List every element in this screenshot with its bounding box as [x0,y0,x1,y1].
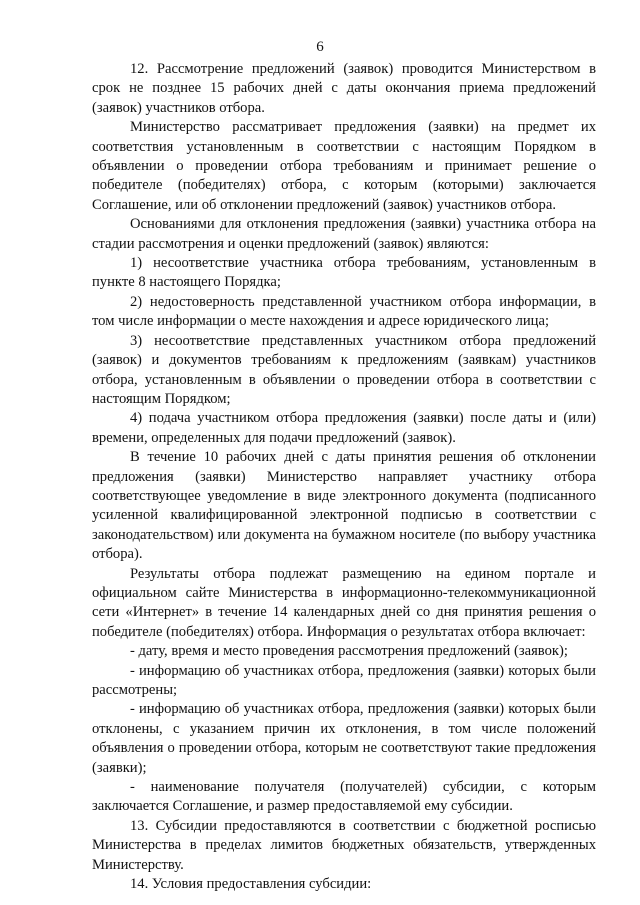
list-item-ground-4: 4) подача участником отбора предложения (заявки) после даты и (или) времени, определенных для подачи предложений (заявок). [92,410,596,446]
list-item-result-recipient: - наименование получателя (получателей) субсидии, с которым заключается Соглашение, и размер предоставляемой ему субсидии. [92,779,596,815]
paragraph-item-12: 12. Рассмотрение предложений (заявок) проводится Министерством в срок не позднее 15 рабочих дней с даты окончания приема предложений (заявок) участников отбора. [92,61,596,116]
list-item-result-reviewed: - информацию об участниках отбора, предложения (заявки) которых были рассмотрены; [92,662,596,698]
paragraph-ministry-review: Министерство рассматривает предложения (заявки) на предмет их соответствия установленным в соответствии с настоящим Порядком в объявлении о проведении отбора требованиям и принимает решение о победителе (победителях) отбора, с которым (которыми) заключается Соглашение, или об отклонении предложений (заявок) участников отбора. [92,119,596,213]
page-number: 6 [316,39,324,55]
list-item-result-rejected: - информацию об участниках отбора, предложения (заявки) которых были отклонены, с указанием причин их отклонения, в том числе положений объявления о проведении отбора, которым не соответствуют такие предложения (заявки); [92,701,596,776]
list-item-ground-2: 2) недостоверность представленной участником отбора информации, в том числе информации о месте нахождения и адресе юридического лица; [92,293,596,330]
list-item-ground-3: 3) несоответствие представленных участником отбора предложений (заявок) и документов требованиям к предложениям (заявкам) участников отбора, установленным в объявлении о проведении отбора в соответствии с настоящим Порядком; [92,332,596,407]
paragraph-rejection-grounds: Основаниями для отклонения предложения (заявки) участника отбора на стадии рассмотрения и оценки предложений (заявок) являются: [92,216,596,252]
paragraph-item-13: 13. Субсидии предоставляются в соответствии с бюджетной росписью Министерства в пределах лимитов бюджетных обязательств, утвержденных Министерству. [92,817,596,873]
document-body [92,60,596,894]
paragraph-results-publication: Результаты отбора подлежат размещению на едином портале и официальном сайте Министерства в информационно-телекоммуникационной сети «Интернет» в течение 14 календарных дней со дня принятия решения о победителе (победителях) отбора. Информация о результатах отбора включает: [92,565,596,640]
paragraph-item-14: 14. Условия предоставления субсидии: [130,876,372,893]
paragraph-rejection-notice: В течение 10 рабочих дней с даты принятия решения об отклонении предложения (заявки) Министерство направляет участнику отбора соответствующее уведомление в виде электронного документа (подписанного усиленной квалифицированной электронной подписью в соответствии с законодательством) или документа на бумажном носителе (по выбору участника отбора). [92,449,596,563]
list-item-result-date: - дату, время и место проведения рассмотрения предложений (заявок); [130,643,568,660]
list-item-ground-1: 1) несоответствие участника отбора требованиям, установленным в пункте 8 настоящего Порядка; [92,255,596,291]
